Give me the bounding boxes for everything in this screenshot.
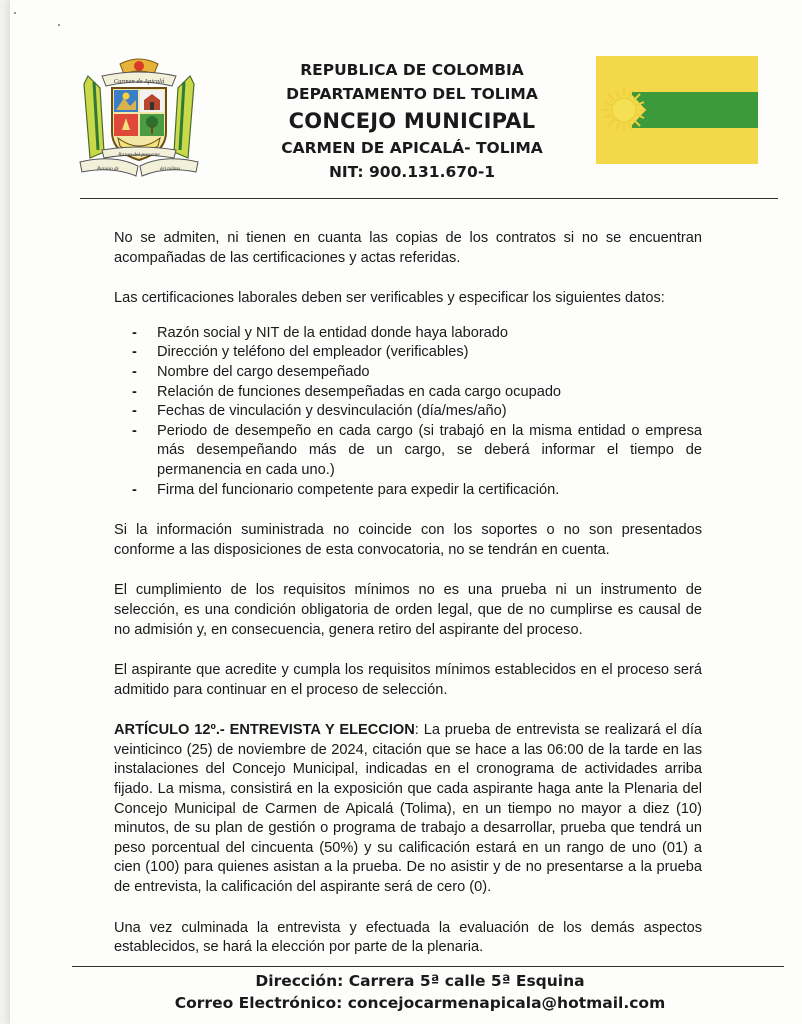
- article-12-text: : La prueba de entrevista se realizará el día veinticinco (25) de noviembre de 2024, citación que se hace a las 06:00 de la tarde en las instalaciones del Concejo Municipal, indicadas en el cronograma de actividades arriba fijado. La misma, consistirá en la exposición que cada aspirante haga ante la Plenaria del Concejo Municipal de Carmen de Apicalá (Tolima), en un tiempo no mayor a diez (10) minutos, de su plan de gestión o programa de trabajo a desarrollar, prueba que tendrá un peso porcentual del cincuenta (50%) y su calificación estará en un rango de uno (01) a cien (100) para quienes asistan a la prueba. De no asistir y de no presentarse a la prueba de entrevista, la calificación del aspirante será de cero (0).: [114, 722, 702, 896]
- paragraph-admission: El aspirante que acredite y cumpla los requisitos mínimos establecidos en el proceso será admitido para continuar en el proceso de selección.: [114, 662, 702, 698]
- list-item: - Firma del funcionario competente para expedir la certificación.: [132, 481, 702, 501]
- header-municipality: CARMEN DE APICALÁ- TOLIMA: [281, 139, 543, 157]
- crest-ribbon-right-text: del tolima: [159, 167, 181, 172]
- paragraph-minimum-requirements: El cumplimiento de los requisitos mínimos no es una prueba ni un instrumento de selección, es una condición obligatoria de orden legal, que de no cumplirse es causal de no admisión y, en consecuencia, genera retiro del aspirante del proceso.: [114, 582, 702, 638]
- certification-requirements-list: [132, 324, 702, 500]
- header-divider: [80, 198, 778, 199]
- crest-banner-top-text: Carmen de Apicalá: [113, 78, 165, 85]
- paragraph-information-mismatch: Si la información suministrada no coincide con los soportes o no son presentados conforme a las disposiciones de esta convocatoria, no se tendrán en cuenta.: [114, 522, 702, 558]
- document-footer: [90, 970, 750, 1014]
- list-item: - Razón social y NIT de la entidad donde haya laborado: [132, 324, 702, 344]
- footer-divider: [72, 966, 784, 967]
- footer-address: Dirección: Carrera 5ª calle 5ª Esquina: [255, 972, 585, 990]
- paragraph-certifications-intro: Las certificaciones laborales deben ser verificables y especificar los siguientes datos:: [114, 290, 665, 307]
- header-institution: CONCEJO MUNICIPAL: [288, 109, 536, 133]
- paragraph-contract-copies: No se admiten, ni tienen en cuanta las copias de los contratos si no se encuentran acompañadas de las certificaciones y actas referidas.: [114, 230, 702, 266]
- list-item: - Nombre del cargo desempeñado: [132, 363, 702, 383]
- list-item: - Relación de funciones desempeñadas en cada cargo ocupado: [132, 383, 702, 403]
- crest-motto-text: Razon del presente: [118, 152, 160, 158]
- list-item: - Dirección y teléfono del empleador (verificables): [132, 343, 702, 363]
- crest-ribbon-left-text: Paraiso de: [97, 167, 119, 172]
- tolima-flag-icon: [596, 56, 758, 164]
- footer-email: Correo Electrónico: concejocarmenapicala@hotmail.com: [174, 994, 666, 1012]
- article-12-paragraph: [114, 721, 702, 897]
- document-header: [232, 58, 592, 184]
- header-country: REPUBLICA DE COLOMBIA: [300, 61, 524, 79]
- article-12-heading: ARTÍCULO 12º.- ENTREVISTA Y ELECCION: [114, 722, 415, 739]
- document-body: [114, 229, 702, 979]
- list-item: - Fechas de vinculación y desvinculación (día/mes/año): [132, 402, 702, 422]
- paragraph-election: Una vez culminada la entrevista y efectuada la evaluación de los demás aspectos establecidos, se hará la elección por parte de la plenaria.: [114, 919, 702, 956]
- scan-speck: [14, 12, 16, 14]
- scan-speck: [58, 24, 60, 26]
- list-item: - Periodo de desempeño en cada cargo (si trabajó en la misma entidad o empresa más desempeñando más de un cargo, se deberá informar el tiempo de permanencia en cada uno.): [132, 422, 702, 481]
- header-department: DEPARTAMENTO DEL TOLIMA: [286, 85, 538, 103]
- municipal-coat-of-arms-icon: [74, 54, 204, 184]
- header-nit: NIT: 900.131.670-1: [328, 163, 496, 181]
